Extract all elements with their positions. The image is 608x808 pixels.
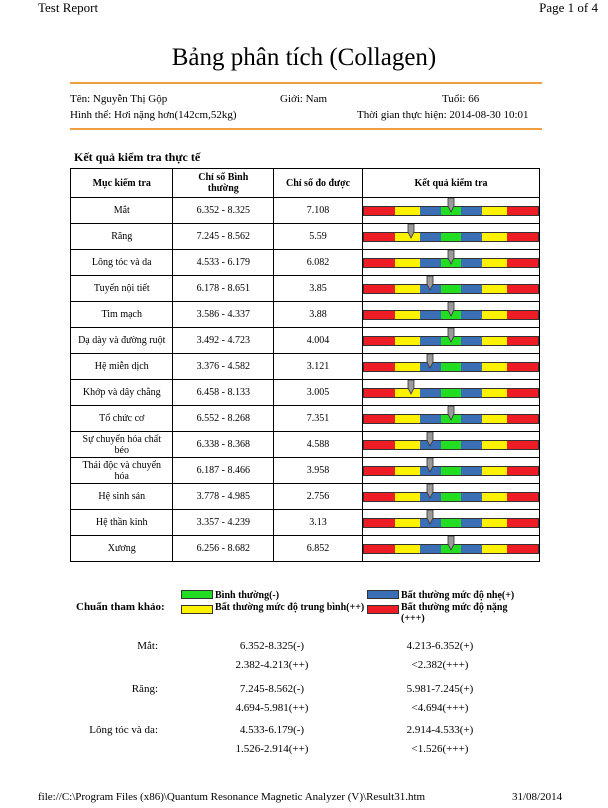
scale-segment-blue [461, 285, 481, 293]
legend-swatch-red [367, 605, 399, 614]
row-normal-range: 6.458 - 8.133 [173, 380, 274, 406]
scale-segment-red [364, 415, 395, 423]
scale-segment-yellow [482, 259, 508, 267]
row-normal-range: 3.376 - 4.582 [173, 354, 274, 380]
scale-segment-blue [461, 337, 481, 345]
scale-segment-blue [461, 207, 481, 215]
scale-segment-red [507, 467, 538, 475]
row-item: Thải độc và chuyển hóa [71, 458, 173, 484]
row-normal-range: 6.352 - 8.325 [173, 198, 274, 224]
table-row [71, 406, 540, 432]
scale-segment-yellow [395, 207, 421, 215]
patient-body: Hình thể: Hơi nặng hơn(142cm,52kg) [70, 109, 237, 121]
reference-mild: 4.213-6.352(+) [406, 640, 474, 652]
row-normal-range: 7.245 - 8.562 [173, 224, 274, 250]
scale-segment-green [441, 285, 461, 293]
scale-segment-red [507, 415, 538, 423]
scale-segment-yellow [395, 285, 421, 293]
result-scale-bar [363, 518, 539, 528]
table-row [71, 354, 540, 380]
scale-segment-green [441, 441, 461, 449]
row-result-bar-cell [363, 224, 540, 250]
result-scale-bar [363, 440, 539, 450]
result-scale-bar [363, 310, 539, 320]
results-table [70, 168, 540, 562]
scale-segment-blue [461, 545, 481, 553]
scale-segment-blue [420, 389, 440, 397]
result-pointer-icon [447, 536, 455, 551]
info-divider [70, 128, 542, 130]
scale-segment-yellow [482, 285, 508, 293]
row-item: Tuyến nội tiết [71, 276, 173, 302]
patient-gender: Giới: Nam [280, 93, 328, 105]
row-normal-range: 6.552 - 8.268 [173, 406, 274, 432]
result-pointer-icon [447, 328, 455, 343]
row-measured-value: 6.082 [274, 250, 363, 276]
scale-segment-yellow [395, 415, 421, 423]
scale-segment-yellow [482, 493, 508, 501]
result-pointer-icon [426, 276, 434, 291]
legend-text-green: Bình thường(-) [215, 590, 280, 601]
table-row [71, 458, 540, 484]
row-normal-range: 3.778 - 4.985 [173, 484, 274, 510]
scale-segment-blue [461, 467, 481, 475]
row-normal-range: 6.338 - 8.368 [173, 432, 274, 458]
result-pointer-icon [426, 432, 434, 447]
reference-item-name: Mắt: [137, 640, 158, 652]
table-row [71, 224, 540, 250]
row-measured-value: 3.121 [274, 354, 363, 380]
row-item: Răng [71, 224, 173, 250]
table-row [71, 250, 540, 276]
col-header-item: Mục kiểm tra [71, 169, 173, 198]
scale-segment-blue [461, 259, 481, 267]
scale-segment-red [507, 233, 538, 241]
scale-segment-blue [420, 233, 440, 241]
row-result-bar-cell [363, 250, 540, 276]
reference-item-name: Răng: [131, 683, 158, 695]
scale-segment-yellow [482, 233, 508, 241]
scale-segment-yellow [482, 415, 508, 423]
row-result-bar-cell [363, 276, 540, 302]
row-item: Hệ sinh sản [71, 484, 173, 510]
row-measured-value: 3.958 [274, 458, 363, 484]
reference-normal: 7.245-8.562(-) [239, 683, 305, 695]
table-header-row [71, 169, 540, 198]
row-result-bar-cell [363, 536, 540, 562]
scale-segment-red [364, 493, 395, 501]
scale-segment-blue [461, 311, 481, 319]
result-pointer-icon [426, 354, 434, 369]
row-item: Dạ dày và đường ruột [71, 328, 173, 354]
result-scale-bar [363, 284, 539, 294]
scale-segment-red [364, 441, 395, 449]
row-result-bar-cell [363, 432, 540, 458]
row-result-bar-cell [363, 484, 540, 510]
footer-date: 31/08/2014 [512, 791, 563, 803]
scale-segment-red [507, 285, 538, 293]
scale-segment-red [364, 545, 395, 553]
scale-segment-red [507, 311, 538, 319]
result-scale-bar [363, 492, 539, 502]
reference-mild: 5.981-7.245(+) [406, 683, 474, 695]
reference-severe: <1.526(+++) [411, 743, 469, 755]
result-scale-bar [363, 258, 539, 268]
row-measured-value: 7.108 [274, 198, 363, 224]
legend-text-blue: Bất thường mức độ nhẹ(+) [401, 590, 515, 601]
row-measured-value: 2.756 [274, 484, 363, 510]
row-result-bar-cell [363, 328, 540, 354]
scale-segment-green [441, 493, 461, 501]
reference-severe: <2.382(+++) [411, 659, 469, 671]
row-measured-value: 7.351 [274, 406, 363, 432]
scale-segment-red [507, 441, 538, 449]
scale-segment-blue [461, 233, 481, 241]
scale-segment-green [441, 467, 461, 475]
scale-segment-blue [420, 337, 440, 345]
table-row [71, 432, 540, 458]
scale-segment-yellow [482, 441, 508, 449]
table-row [71, 198, 540, 224]
scale-segment-blue [420, 259, 440, 267]
scale-segment-red [364, 311, 395, 319]
table-row [71, 302, 540, 328]
scale-segment-yellow [482, 389, 508, 397]
row-normal-range: 3.492 - 4.723 [173, 328, 274, 354]
row-item: Tổ chức cơ [71, 406, 173, 432]
reference-item-name: Lông tóc và da: [89, 724, 158, 736]
report-header-title: Test Report [38, 0, 99, 15]
row-item: Xương [71, 536, 173, 562]
result-pointer-icon [426, 510, 434, 525]
reference-moderate: 2.382-4.213(++) [235, 659, 309, 671]
row-measured-value: 5.59 [274, 224, 363, 250]
reference-severe: <4.694(+++) [411, 702, 469, 714]
row-normal-range: 3.586 - 4.337 [173, 302, 274, 328]
legend-label: Chuẩn tham khảo: [76, 601, 165, 613]
legend-text-yellow: Bất thường mức độ trung bình(++) [215, 602, 365, 613]
table-row [71, 328, 540, 354]
row-item: Hệ thần kinh [71, 510, 173, 536]
row-result-bar-cell [363, 380, 540, 406]
reference-moderate: 1.526-2.914(++) [235, 743, 309, 755]
row-result-bar-cell [363, 302, 540, 328]
table-row [71, 276, 540, 302]
row-item: Tim mạch [71, 302, 173, 328]
row-item: Hệ miễn dịch [71, 354, 173, 380]
scale-segment-yellow [395, 519, 421, 527]
scale-segment-red [507, 363, 538, 371]
scale-segment-red [507, 519, 538, 527]
row-item: Lông tóc và da [71, 250, 173, 276]
reference-mild: 2.914-4.533(+) [406, 724, 474, 736]
row-result-bar-cell [363, 458, 540, 484]
scale-segment-blue [461, 493, 481, 501]
result-scale-bar [363, 362, 539, 372]
scale-segment-yellow [395, 363, 421, 371]
scale-segment-red [364, 207, 395, 215]
row-normal-range: 6.256 - 8.682 [173, 536, 274, 562]
scale-segment-red [364, 363, 395, 371]
scale-segment-green [441, 233, 461, 241]
row-item: Mắt [71, 198, 173, 224]
scale-segment-yellow [395, 311, 421, 319]
result-scale-bar [363, 206, 539, 216]
reference-normal: 6.352-8.325(-) [239, 640, 305, 652]
scale-segment-yellow [395, 467, 421, 475]
scale-segment-blue [420, 207, 440, 215]
row-measured-value: 3.005 [274, 380, 363, 406]
patient-age: Tuổi: 66 [442, 93, 480, 105]
legend-text-red: Bất thường mức độ nặng (+++) [401, 602, 508, 624]
row-result-bar-cell [363, 406, 540, 432]
scale-segment-yellow [395, 337, 421, 345]
table-row [71, 510, 540, 536]
legend-swatch-yellow [181, 605, 213, 614]
scale-segment-red [507, 259, 538, 267]
result-scale-bar [363, 414, 539, 424]
row-measured-value: 3.88 [274, 302, 363, 328]
scale-segment-red [364, 233, 395, 241]
scale-segment-yellow [395, 493, 421, 501]
scale-segment-green [441, 389, 461, 397]
scale-segment-red [507, 337, 538, 345]
title-divider [70, 82, 542, 84]
scale-segment-red [507, 545, 538, 553]
scale-segment-yellow [395, 441, 421, 449]
page-indicator: Page 1 of 4 [539, 0, 598, 15]
result-pointer-icon [407, 380, 415, 395]
scale-segment-yellow [482, 545, 508, 553]
row-normal-range: 3.357 - 4.239 [173, 510, 274, 536]
col-header-result: Kết quả kiểm tra [363, 169, 540, 198]
reference-normal: 4.533-6.179(-) [239, 724, 305, 736]
test-time: Thời gian thực hiện: 2014-08-30 10:01 [357, 109, 529, 121]
result-scale-bar [363, 388, 539, 398]
result-pointer-icon [407, 224, 415, 239]
row-result-bar-cell [363, 354, 540, 380]
scale-segment-blue [461, 441, 481, 449]
result-pointer-icon [447, 302, 455, 317]
scale-segment-blue [461, 415, 481, 423]
row-measured-value: 4.004 [274, 328, 363, 354]
scale-segment-blue [420, 311, 440, 319]
scale-segment-blue [461, 389, 481, 397]
table-row [71, 484, 540, 510]
row-item: Sự chuyển hóa chất béo [71, 432, 173, 458]
result-pointer-icon [447, 198, 455, 213]
section-title: Kết quả kiểm tra thực tế [74, 150, 201, 164]
scale-segment-yellow [482, 363, 508, 371]
scale-segment-red [364, 285, 395, 293]
page-title: Bảng phân tích (Collagen) [171, 44, 437, 71]
legend-swatch-blue [367, 590, 399, 599]
result-scale-bar [363, 232, 539, 242]
result-scale-bar [363, 544, 539, 554]
table-row [71, 380, 540, 406]
scale-segment-red [507, 389, 538, 397]
scale-segment-yellow [482, 337, 508, 345]
result-scale-bar [363, 466, 539, 476]
scale-segment-red [364, 519, 395, 527]
row-item: Khớp và dây chằng [71, 380, 173, 406]
row-measured-value: 6.852 [274, 536, 363, 562]
scale-segment-yellow [395, 545, 421, 553]
row-measured-value: 3.13 [274, 510, 363, 536]
scale-segment-red [364, 389, 395, 397]
scale-segment-yellow [395, 259, 421, 267]
scale-segment-green [441, 519, 461, 527]
scale-segment-red [507, 207, 538, 215]
result-scale-bar [363, 336, 539, 346]
scale-segment-green [441, 363, 461, 371]
scale-segment-red [364, 259, 395, 267]
scale-segment-blue [420, 415, 440, 423]
scale-segment-red [364, 467, 395, 475]
row-measured-value: 4.588 [274, 432, 363, 458]
scale-segment-yellow [482, 519, 508, 527]
row-result-bar-cell [363, 510, 540, 536]
table-row [71, 536, 540, 562]
col-header-measured: Chỉ số đo được [274, 169, 363, 198]
scale-segment-red [364, 337, 395, 345]
scale-segment-blue [420, 545, 440, 553]
col-header-normal: Chỉ số Bình thường [173, 169, 274, 198]
result-pointer-icon [447, 406, 455, 421]
scale-segment-yellow [482, 207, 508, 215]
result-pointer-icon [426, 458, 434, 473]
row-normal-range: 6.178 - 8.651 [173, 276, 274, 302]
result-pointer-icon [426, 484, 434, 499]
row-result-bar-cell [363, 198, 540, 224]
row-normal-range: 6.187 - 8.466 [173, 458, 274, 484]
footer-path: file://C:\Program Files (x86)\Quantum Resonance Magnetic Analyzer (V)\Result31.htm [38, 791, 426, 803]
row-measured-value: 3.85 [274, 276, 363, 302]
scale-segment-blue [461, 363, 481, 371]
row-normal-range: 4.533 - 6.179 [173, 250, 274, 276]
scale-segment-blue [461, 519, 481, 527]
scale-segment-yellow [482, 467, 508, 475]
scale-segment-red [507, 493, 538, 501]
result-pointer-icon [447, 250, 455, 265]
reference-moderate: 4.694-5.981(++) [235, 702, 309, 714]
scale-segment-yellow [482, 311, 508, 319]
legend-swatch-green [181, 590, 213, 599]
patient-name: Tên: Nguyễn Thị Gộp [70, 93, 168, 105]
